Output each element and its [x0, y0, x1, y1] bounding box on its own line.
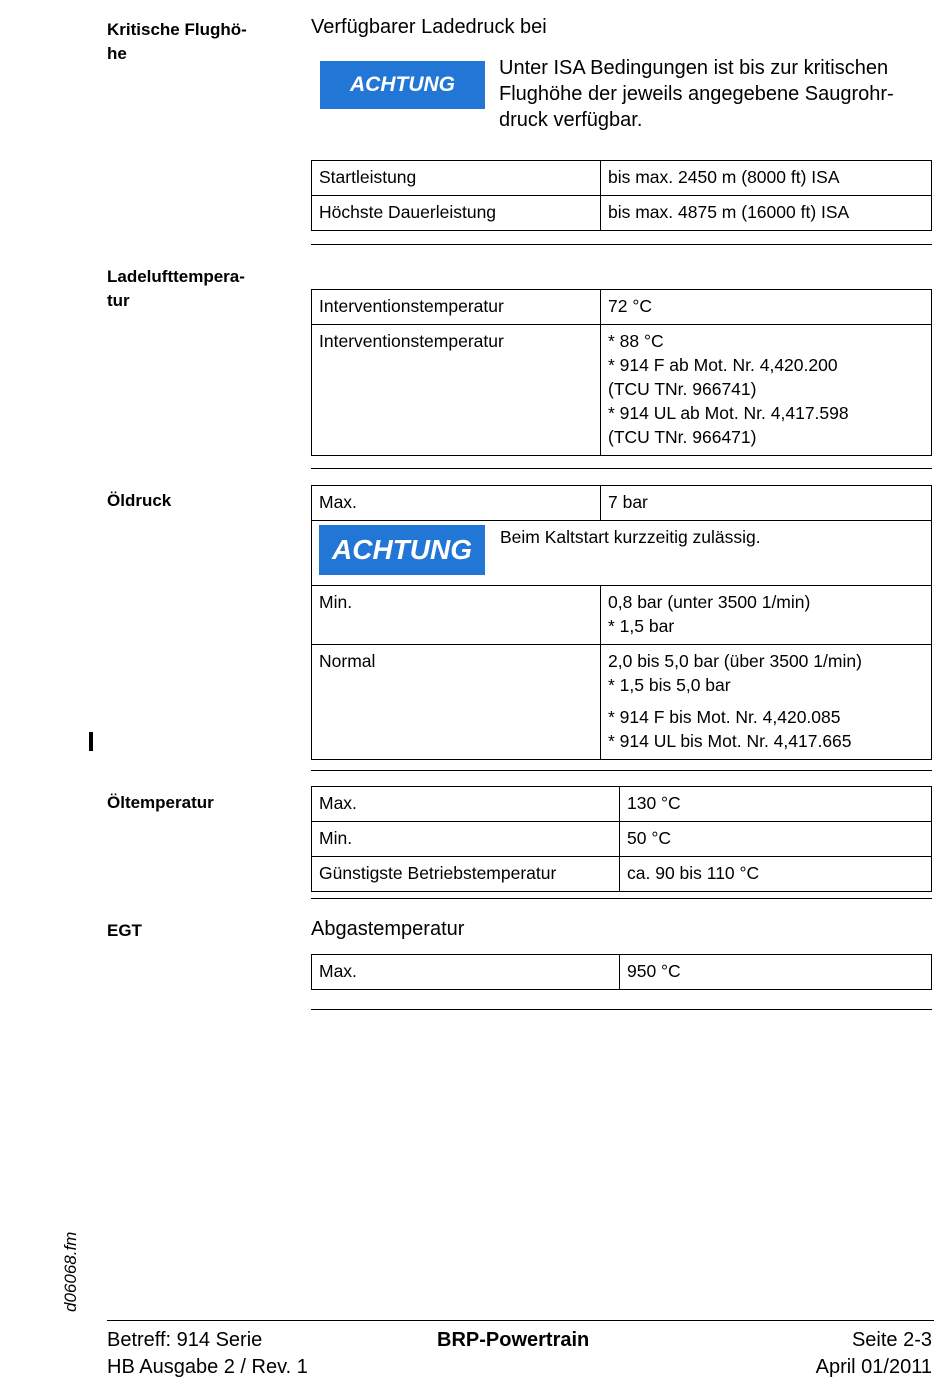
table-cell-value: 130 °C — [620, 787, 932, 822]
section-divider — [311, 898, 932, 899]
table-row — [312, 325, 932, 456]
table-cell-value: * 88 °C * 914 F ab Mot. Nr. 4,420.200 (TCU TNr. 966741) * 914 UL ab Mot. Nr. 4,417.598 (TCU TNr. 966471) — [601, 325, 932, 456]
table-cell-label: Max. — [312, 787, 620, 822]
oeldruck-table — [311, 485, 932, 760]
normal-range-engine-note: * 914 F bis Mot. Nr. 4,420.085 * 914 UL bis Mot. Nr. 4,417.665 — [608, 707, 852, 751]
note-cell — [312, 521, 932, 586]
table-cell-label: Max. — [312, 486, 601, 521]
egt-table — [311, 954, 932, 990]
table-row — [312, 486, 932, 521]
table-cell-value: bis max. 2450 m (8000 ft) ISA — [601, 161, 932, 196]
table-cell-value — [601, 645, 932, 760]
table-cell-value: ca. 90 bis 110 °C — [620, 857, 932, 892]
achtung-note-text: Unter ISA Bedingungen ist bis zur kritischen Flughöhe der jeweils angegebene Saugrohr-druck verfügbar. — [499, 57, 894, 131]
section-label-kritische-flughoehe: Kritische Flughö- he — [107, 20, 247, 63]
change-bar — [89, 732, 93, 751]
section-divider — [311, 468, 932, 469]
table-row — [312, 290, 932, 325]
table-row — [312, 955, 932, 990]
footer-date: April 01/2011 — [815, 1356, 932, 1378]
achtung-badge: ACHTUNG — [320, 61, 485, 109]
table-cell-label: Normal — [312, 645, 601, 760]
section-intro-ladedruck: Verfügbarer Ladedruck bei — [311, 16, 547, 38]
table-cell-value: 50 °C — [620, 822, 932, 857]
table-row — [312, 161, 932, 196]
normal-range-text: 2,0 bis 5,0 bar (über 3500 1/min) * 1,5 bis 5,0 bar — [608, 651, 862, 695]
footer-company: BRP-Powertrain — [437, 1329, 590, 1351]
section-intro-abgastemperatur: Abgastemperatur — [311, 918, 465, 940]
table-cell-label: Min. — [312, 822, 620, 857]
table-row — [312, 645, 932, 760]
table-row-note — [312, 521, 932, 586]
section-label-ladelufttemperatur: Ladelufttempera- tur — [107, 267, 245, 310]
table-row — [312, 196, 932, 231]
table-cell-value: 7 bar — [601, 486, 932, 521]
table-row — [312, 787, 932, 822]
section-label-egt: EGT — [107, 921, 142, 940]
section-divider — [311, 770, 932, 771]
table-cell-label: Interventionstemperatur — [312, 290, 601, 325]
table-cell-label: Interventionstemperatur — [312, 325, 601, 456]
table-cell-label: Günstigste Betriebstemperatur — [312, 857, 620, 892]
table-cell-label: Höchste Dauerleistung — [312, 196, 601, 231]
footer-subject: Betreff: 914 Serie — [107, 1329, 263, 1351]
ladelufttemperatur-table — [311, 289, 932, 456]
footer-page-number: Seite 2-3 — [851, 1329, 932, 1351]
spacer — [608, 697, 924, 705]
kritische-flughoehe-table — [311, 160, 932, 231]
section-divider — [311, 1009, 932, 1010]
footer-edition: HB Ausgabe 2 / Rev. 1 — [107, 1356, 308, 1378]
table-cell-value: bis max. 4875 m (16000 ft) ISA — [601, 196, 932, 231]
table-row — [312, 857, 932, 892]
oeltemperatur-table — [311, 786, 932, 892]
section-label-oeldruck: Öldruck — [107, 491, 172, 510]
achtung-note-text: Beim Kaltstart kurzzeitig zulässig. — [500, 527, 761, 547]
table-cell-value: 72 °C — [601, 290, 932, 325]
achtung-badge: ACHTUNG — [319, 525, 485, 575]
table-row — [312, 822, 932, 857]
table-cell-value: 950 °C — [620, 955, 932, 990]
footer-divider — [107, 1320, 934, 1321]
section-label-oeltemperatur: Öltemperatur — [107, 793, 214, 812]
section-divider — [311, 244, 932, 245]
file-tag: d06068.fm — [61, 1231, 80, 1312]
table-cell-value: 0,8 bar (unter 3500 1/min) * 1,5 bar — [601, 586, 932, 645]
table-cell-label: Startleistung — [312, 161, 601, 196]
table-cell-label: Min. — [312, 586, 601, 645]
table-row — [312, 586, 932, 645]
table-cell-label: Max. — [312, 955, 620, 990]
